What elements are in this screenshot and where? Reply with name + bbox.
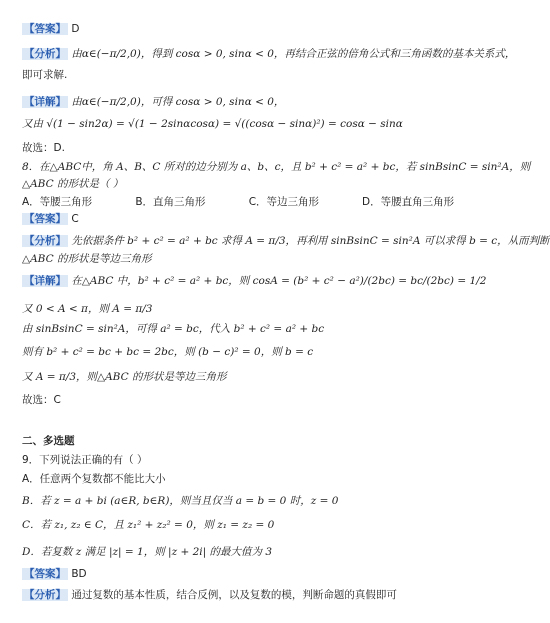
analysis-line xyxy=(22,588,458,602)
option-d-text: D．若复数 z 满足 |z| = 1，则 |z + 2i| 的最大值为 3 xyxy=(22,546,273,558)
text-line xyxy=(22,370,458,384)
option-c-text: C．若 z₁, z₂ ∈ C，且 z₁² + z₂² = 0，则 z₁ = z₂ = 0 xyxy=(22,519,275,531)
answer-line xyxy=(22,212,458,226)
analysis-line xyxy=(22,234,550,248)
question-9-option-d xyxy=(22,545,458,559)
text-line xyxy=(22,68,458,82)
detail-text: 由α∈(−π/2,0)，可得 cosα > 0, sinα < 0， xyxy=(71,96,285,108)
answer-text: BD xyxy=(71,568,87,580)
question-9-text: 9．下列说法正确的有（ ） xyxy=(22,454,148,466)
analysis-tag: 【分析】 xyxy=(24,589,66,601)
question-9-option-b xyxy=(22,494,458,508)
formula-line xyxy=(22,117,458,131)
question-9-stem xyxy=(22,453,458,467)
option-b: B．直角三角形 xyxy=(135,196,206,208)
question-8-text-cont: △ABC 的形状是（ ） xyxy=(22,178,124,190)
question-8-options xyxy=(22,195,458,209)
analysis-text: 先依据条件 b² + c² = a² + bc 求得 A = π/3，再利用 sinBsinC = sin²A 可以求得 b = c，从而判断 xyxy=(71,235,550,247)
text-line xyxy=(22,302,458,316)
conclusion-text: 故选：C xyxy=(22,394,61,406)
question-8-stem xyxy=(22,160,531,174)
detail-text: 在△ABC 中，b² + c² = a² + bc，则 cosA = (b² + c² − a²)/(2bc) = bc/(2bc) = 1/2 xyxy=(71,275,487,287)
section-heading xyxy=(22,434,458,448)
conclusion-line xyxy=(22,141,458,155)
answer-line xyxy=(22,22,458,36)
conclusion-text: 故选：D. xyxy=(22,142,65,154)
detail-tag: 【详解】 xyxy=(24,96,66,108)
text-content: 又 0 < A < π，则 A = π/3 xyxy=(22,303,153,315)
text-line xyxy=(22,322,458,336)
analysis-text: 由α∈(−π/2,0)，得到 cosα > 0, sinα < 0，再结合正弦的倍角公式和三角函数的基本关系式， xyxy=(71,48,516,60)
text-content: 即可求解. xyxy=(22,69,68,81)
section-title: 二、多选题 xyxy=(22,435,75,447)
answer-text: C xyxy=(71,213,79,225)
text-line xyxy=(22,252,458,266)
formula-text: 又由 √(1 − sin2α) = √(1 − 2sinαcosα) = √((cosα − sinα)²) = cosα − sinα xyxy=(22,118,403,130)
detail-line xyxy=(22,95,458,109)
text-content: 则有 b² + c² = bc + bc = 2bc，则 (b − c)² = 0，则 b = c xyxy=(22,346,314,358)
question-9-option-c xyxy=(22,518,458,532)
answer-text: D xyxy=(71,23,80,35)
text-content: 又 A = π/3，则△ABC 的形状是等边三角形 xyxy=(22,371,227,383)
answer-tag: 【答案】 xyxy=(24,568,66,580)
analysis-text: 通过复数的基本性质，结合反例，以及复数的模，判断命题的真假即可 xyxy=(71,589,397,601)
analysis-line xyxy=(22,47,516,61)
answer-tag: 【答案】 xyxy=(24,23,66,35)
option-a: A．等腰三角形 xyxy=(22,196,93,208)
option-a-text: A．任意两个复数都不能比大小 xyxy=(22,473,166,485)
question-8-stem-cont xyxy=(22,177,458,191)
detail-line xyxy=(22,274,487,288)
detail-tag: 【详解】 xyxy=(24,275,66,287)
analysis-tag: 【分析】 xyxy=(24,48,66,60)
conclusion-line xyxy=(22,393,458,407)
text-content: 由 sinBsinC = sin²A，可得 a² = bc，代入 b² + c² = a² + bc xyxy=(22,323,325,335)
text-line xyxy=(22,345,458,359)
question-8-text: 8．在△ABC中，角 A、B、C 所对的边分别为 a、b、c，且 b² + c² = a² + bc，若 sinBsinC = sin²A，则 xyxy=(22,161,531,173)
option-c: C．等边三角形 xyxy=(248,196,320,208)
option-b-text: B．若 z = a + bi (a∈R, b∈R)，则当且仅当 a = b = 0 时，z = 0 xyxy=(22,495,339,507)
answer-tag: 【答案】 xyxy=(24,213,66,225)
text-content: △ABC 的形状是等边三角形 xyxy=(22,253,152,265)
question-9-option-a xyxy=(22,472,458,486)
analysis-tag: 【分析】 xyxy=(24,235,66,247)
option-d: D．等腰直角三角形 xyxy=(362,196,455,208)
answer-line xyxy=(22,567,458,581)
